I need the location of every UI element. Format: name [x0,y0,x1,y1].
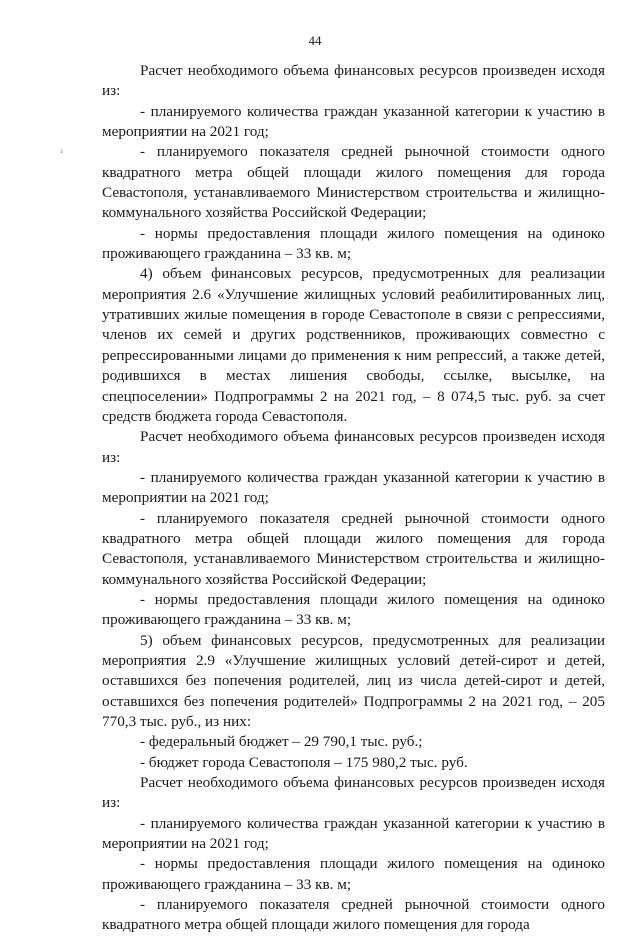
document-body [102,61,605,936]
paragraph-calc-basis-1: Расчет необходимого объема финансовых ресурсов произведен исходя из: [102,62,605,100]
list-item-market-price-1: - планируемого показателя средней рыночной стоимости одного квадратного метра общей площади жилого помещения для города Севастополя, устанавливаемого Министерством строительства и жилищно-коммунального хозяйства Российской Федерации; [102,143,605,222]
list-item-citizens-count-2: - планируемого количества граждан указанной категории к участию в мероприятии на 2021 год; [102,468,605,507]
paragraph-calc-basis-2: Расчет необходимого объема финансовых ресурсов произведен исходя из: [102,428,605,466]
list-item-citizens-count-1: - планируемого количества граждан указанной категории к участию в мероприятии на 2021 год; [102,102,605,141]
list-item-area-norm-2: - нормы предоставления площади жилого помещения на одиноко проживающего гражданина – 33 кв. м; [102,590,605,629]
list-item-city-budget: - бюджет города Севастополя – 175 980,2 тыс. руб. [140,753,468,771]
stray-scan-mark: з [60,147,63,155]
list-item-market-price-3: - планируемого показателя средней рыночной стоимости одного квадратного метра общей площади жилого помещения для города [102,896,605,934]
paragraph-calc-basis-3: Расчет необходимого объема финансовых ресурсов произведен исходя из: [102,774,605,812]
list-item-federal-budget: - федеральный бюджет – 29 790,1 тыс. руб.; [140,733,423,751]
list-item-area-norm-3: - нормы предоставления площади жилого помещения на одиноко проживающего гражданина – 33 кв. м; [102,855,605,893]
paragraph-item-5: 5) объем финансовых ресурсов, предусмотренных для реализации мероприятия 2.9 «Улучшение жилищных условий детей-сирот и детей, оставшихся без попечения родителей, лиц из числа детей-сирот и детей, оставшихся без попечения родителей» Подпрограммы 2 на 2021 год, – 205 770,3 тыс. руб., из них: [102,631,605,730]
list-item-area-norm-1: - нормы предоставления площади жилого помещения на одиноко проживающего гражданина – 33 кв. м; [102,224,605,263]
page-number: 44 [308,33,322,48]
paragraph-item-4: 4) объем финансовых ресурсов, предусмотренных для реализации мероприятия 2.6 «Улучшение жилищных условий реабилитированных лиц, утративших жилые помещения в городе Севастополе в связи с репрессиями, членов их семей и других родственников, проживающих совместно с репрессированными лицами до применения к ним репрессий, а также детей, родившихся в местах лишения свободы, ссылке, высылке, на спецпоселении» Подпрограммы 2 на 2021 год, – 8 074,5 тыс. руб. за счет средств бюджета города Севастополя. [102,265,605,425]
list-item-citizens-count-3: - планируемого количества граждан указанной категории к участию в мероприятии на 2021 год; [102,814,605,853]
list-item-market-price-2: - планируемого показателя средней рыночной стоимости одного квадратного метра общей площади жилого помещения для города Севастополя, устанавливаемого Министерством строительства и жилищно-коммунального хозяйства Российской Федерации; [102,509,605,588]
